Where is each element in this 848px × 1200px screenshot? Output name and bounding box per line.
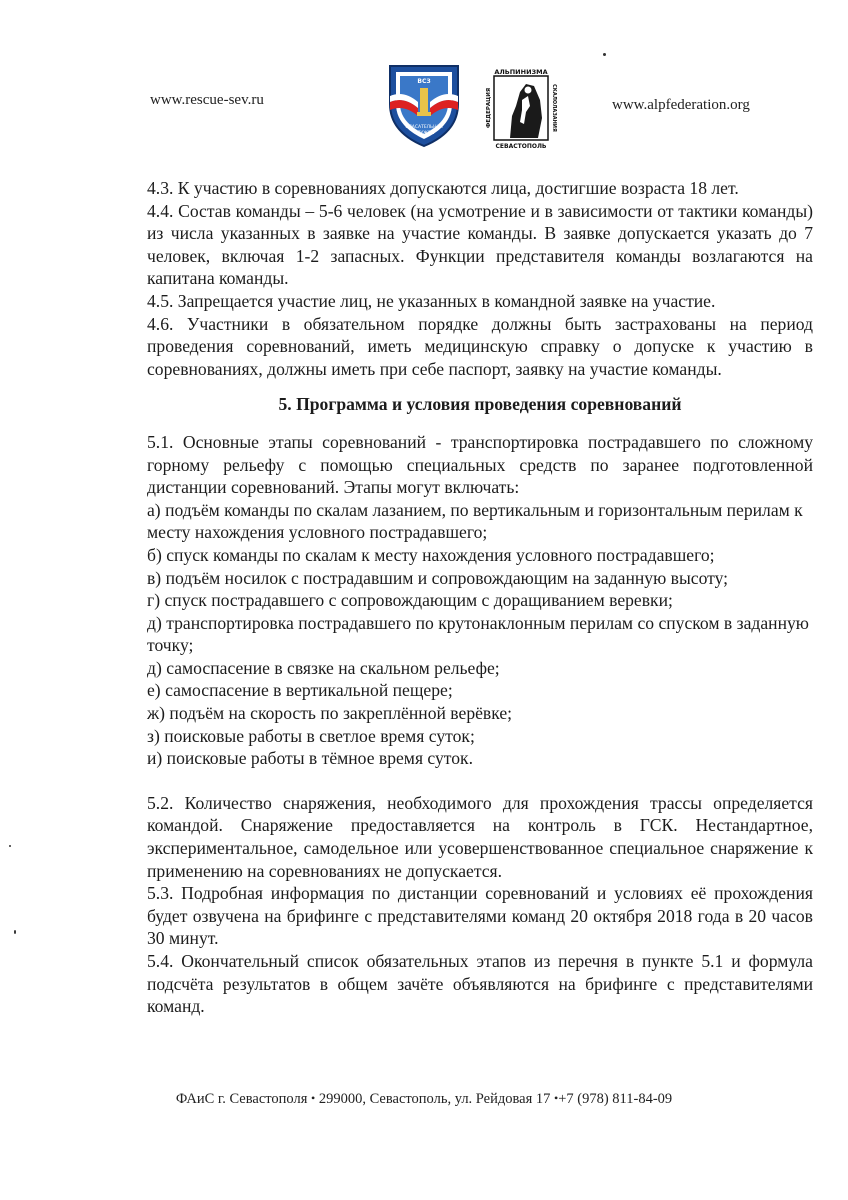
page-footer	[0, 1091, 848, 1108]
clause-5-1: 5.1. Основные этапы соревнований - транспортировка пострадавшего по сложному горному рельефу с помощью специальных средств по заранее подготовленной дистанции соревнований. Этапы могут включать:	[147, 431, 813, 498]
logo-shield-label-top: ВСЗ	[417, 78, 431, 85]
footer-org: ФАиС г. Севастополя	[175, 1091, 308, 1107]
stage-item: д) самоспасение в связке на скальном рельефе;	[147, 657, 500, 678]
federation-website-url: www.alpfederation.org	[612, 97, 750, 113]
clause-5-3: 5.3. Подробная информация по дистанции соревнований и условиях её прохождения будет озвучена на брифинге с представителями команд 20 октября 2018 года в 20 часов 30 минут.	[147, 883, 813, 949]
logo-fed-label-top: АЛЬПИНИЗМА	[494, 68, 548, 76]
stage-item: в) подъём носилок с пострадавшим и сопровождающим на заданную высоту;	[147, 567, 729, 588]
clause-4-4: 4.4. Состав команды – 5-6 человек (на усмотрение и в зависимости от тактики команды) из числа указанных в заявке на участие команды. В заявке допускается указать до 7 человек, включая 1-2 запасных. Функции представителя команды возлагаются на капитана команды.	[147, 200, 813, 289]
scan-speck	[603, 53, 606, 56]
alpine-federation-logo	[482, 66, 560, 150]
stage-item: б) спуск команды по скалам к месту нахождения условного пострадавшего;	[147, 544, 715, 565]
document-body	[147, 177, 813, 1018]
logo-fed-label-right: СКАЛОЛАЗАНИЯ	[551, 84, 557, 132]
logo-fed-label-bottom: СЕВАСТОПОЛЬ	[495, 143, 547, 150]
footer-separator: •	[554, 1091, 559, 1105]
footer-separator: •	[311, 1091, 316, 1105]
stage-item: е) самоспасение в вертикальной пещере;	[147, 680, 453, 701]
section-5-heading: 5. Программа и условия проведения соревнований	[278, 394, 682, 415]
stage-item: г) спуск пострадавшего с сопровождающим с доращиванием веревки;	[147, 590, 673, 611]
logo-shield-label-bottom: СЛУЖБА	[413, 131, 435, 136]
stage-item: ж) подъём на скорость по закреплённой верёвке;	[147, 703, 513, 724]
logo-shield-label-mid: СПАСАТЕЛЬНАЯ	[405, 125, 443, 130]
stage-item: а) подъём команды по скалам лазанием, по вертикальным и горизонтальным перилам к месту нахождения условного пострадавшего;	[147, 499, 803, 543]
rescue-service-shield-logo	[384, 62, 464, 148]
clause-4-5: 4.5. Запрещается участие лиц, не указанных в командной заявке на участие.	[147, 290, 716, 311]
scan-speck	[14, 930, 16, 934]
clause-4-6: 4.6. Участники в обязательном порядке должны быть застрахованы на период проведения соревнований, иметь медицинскую справку о допуске к участию в соревнованиях, должны иметь при себе паспорт, заявку на участие команды.	[147, 313, 813, 379]
logo-fed-label-left: ФЕДЕРАЦИЯ	[486, 87, 492, 129]
clause-5-4: 5.4. Окончательный список обязательных этапов из перечня в пункте 5.1 и формула подсчёта результатов в общем зачёте объявляются на брифинге с представителями команд.	[147, 951, 813, 1017]
rescue-website-url: www.rescue-sev.ru	[150, 92, 264, 108]
stage-item: д) транспортировка пострадавшего по крутонаклонным перилам со спуском в заданную точку;	[147, 612, 809, 656]
scan-speck	[9, 845, 11, 847]
clause-5-2: 5.2. Количество снаряжения, необходимого для прохождения трассы определяется командой. Снаряжение предоставляется на контроль в ГСК. Нестандартное, экспериментальное, самодельное или усовершенствованное специальное снаряжение к применению на соревнованиях не допускается.	[147, 792, 813, 881]
stage-item: з) поисковые работы в светлое время суток;	[147, 725, 475, 746]
footer-phone: +7 (978) 811-84-09	[558, 1091, 673, 1107]
clause-4-3: 4.3. К участию в соревнованиях допускаются лица, достигшие возраста 18 лет.	[147, 178, 739, 198]
stage-item: и) поисковые работы в тёмное время суток.	[147, 748, 474, 769]
footer-address: 299000, Севастополь, ул. Рейдовая 17	[318, 1091, 551, 1107]
